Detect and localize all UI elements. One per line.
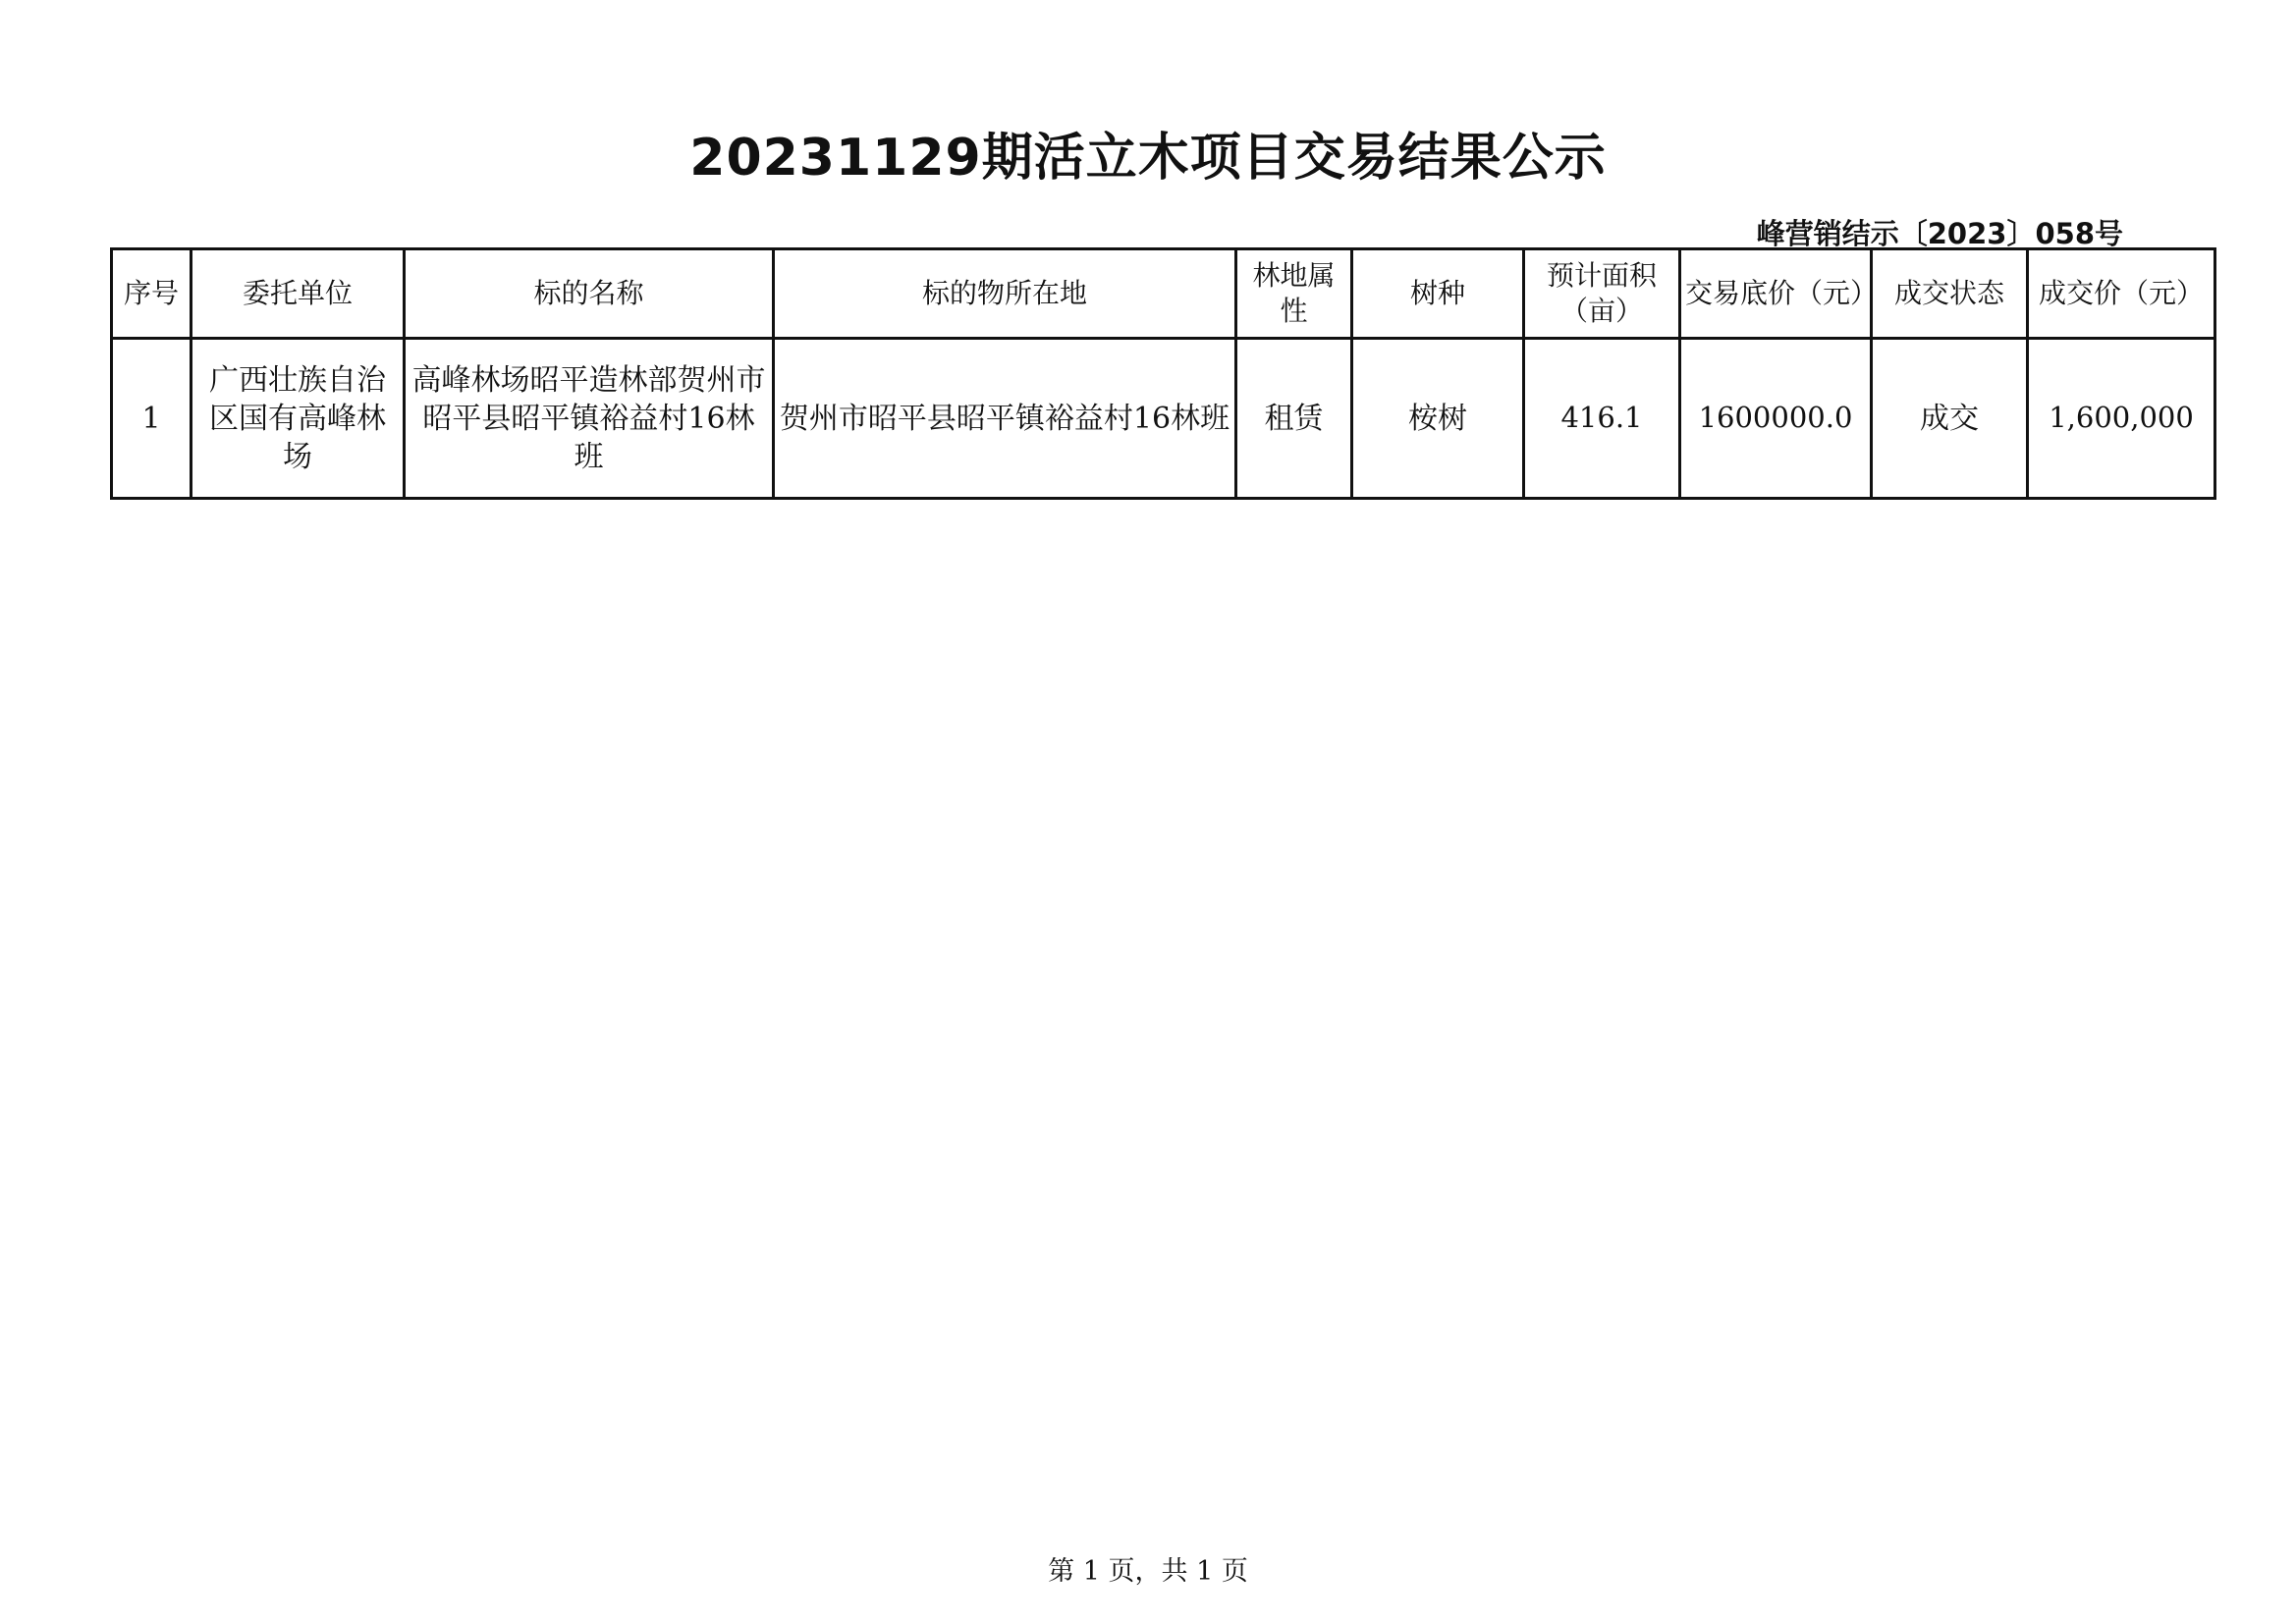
- cell-client: 广西壮族自治区国有高峰林场: [191, 339, 405, 499]
- page-title: 20231129期活立木项目交易结果公示: [689, 129, 1607, 188]
- header-subject-name: 标的名称: [405, 249, 774, 339]
- cell-tree-species: 桉树: [1352, 339, 1524, 499]
- cell-area: 416.1: [1524, 339, 1680, 499]
- header-tree-species: 树种: [1352, 249, 1524, 339]
- header-area: 预计面积（亩）: [1524, 249, 1680, 339]
- header-location: 标的物所在地: [774, 249, 1236, 339]
- document-number: 峰营销结示〔2023〕058号: [1756, 217, 2123, 250]
- header-deal-price: 成交价（元）: [2028, 249, 2215, 339]
- results-table: [110, 247, 2216, 500]
- header-status: 成交状态: [1872, 249, 2028, 339]
- cell-land-type: 租赁: [1236, 339, 1352, 499]
- cell-deal-price: 1,600,000: [2028, 339, 2215, 499]
- header-client: 委托单位: [191, 249, 405, 339]
- header-reserve-price: 交易底价（元）: [1680, 249, 1872, 339]
- page-footer: 第 1 页，共 1 页: [1048, 1556, 1248, 1587]
- header-land-type: 林地属性: [1236, 249, 1352, 339]
- table-header-row: [112, 249, 2215, 339]
- table-row: [112, 339, 2215, 499]
- cell-reserve-price: 1600000.0: [1680, 339, 1872, 499]
- cell-index: 1: [112, 339, 191, 499]
- header-index: 序号: [112, 249, 191, 339]
- cell-location: 贺州市昭平县昭平镇裕益村16林班: [774, 339, 1236, 499]
- cell-subject-name: 高峰林场昭平造林部贺州市昭平县昭平镇裕益村16林班: [405, 339, 774, 499]
- cell-status: 成交: [1872, 339, 2028, 499]
